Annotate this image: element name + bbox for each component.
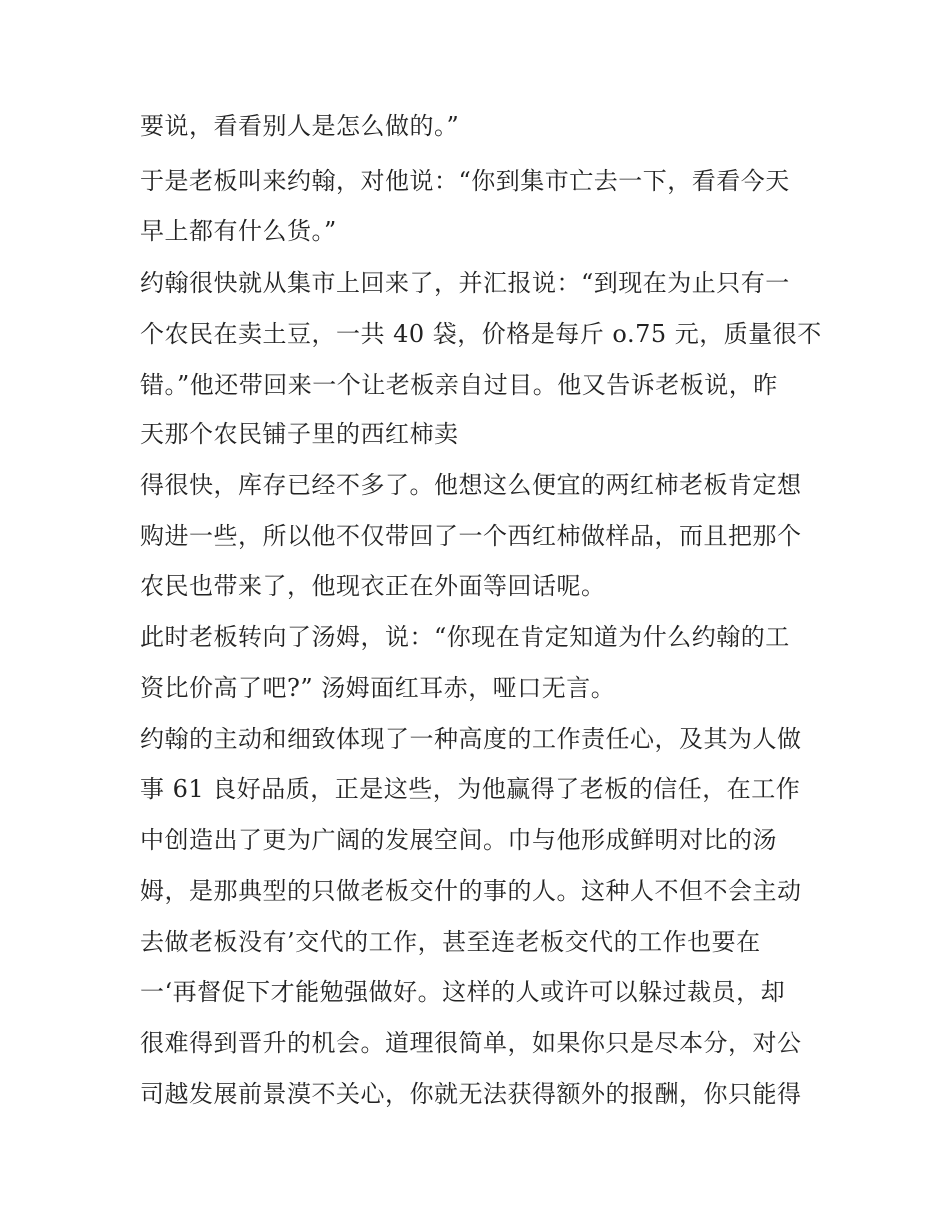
text-line-7: 天那个农民铺子里的西红柿卖 [140, 420, 459, 448]
text-line-15: 中创造出了更为广阔的发展空间。巾与他形成鲜明对比的汤 [140, 826, 777, 854]
text-line-12: 资比价高了吧?” 汤姆面红耳赤，哑口无言。 [140, 674, 616, 702]
text-line-13: 约翰的主动和细致体现了一种高度的工作责任心，及其为人做 [140, 725, 802, 753]
text-line-4: 约翰很快就从集市上回来了，并汇报说：“到现在为止只有一 [140, 269, 790, 297]
text-line-17: 去做老板没有’交代的工作，甚至连老板交代的工作也要在 [140, 928, 761, 956]
text-line-10: 农民也带来了，他现衣正在外面等回话呢。 [140, 572, 606, 600]
text-line-9: 购进一些，所以他不仅带回了一个西红柿做样品，而且把那个 [140, 522, 802, 550]
text-line-20: 司越发展前景漠不关心，你就无法获得额外的报酬，你只能得 [140, 1080, 802, 1108]
text-line-19: 很难得到晋升的机会。道理很简单，如果你只是尽本分，对公 [140, 1029, 802, 1057]
text-line-11: 此时老板转向了汤姆，说：“你现在肯定知道为什么约翰的工 [140, 623, 790, 651]
text-line-14: 事 61 良好品质，正是这些，为他赢得了老板的信任，在工作 [140, 775, 801, 803]
text-line-8: 得很快，库存已经不多了。他想这么便宜的两红柿老板肯定想 [140, 471, 802, 499]
text-line-1: 要说，看看别人是怎么做的。” [140, 112, 460, 140]
text-line-5: 个农民在卖土豆，一共 40 袋，价格是每斤 o.75 元，质量很不 [140, 320, 822, 348]
text-line-6: 错。”他还带回来一个让老板亲自过目。他又告诉老板说，昨 [140, 371, 778, 399]
text-line-16: 姆，是那典型的只做老板交什的事的人。这种人不但不会主动 [140, 877, 802, 905]
text-line-18: 一‘再督促下才能勉强做好。这样的人或许可以躲过裁员，却 [140, 978, 786, 1006]
text-line-2: 于是老板叫来约翰，对他说：“你到集市亡去一下，看看今天 [140, 167, 790, 195]
text-line-3: 早上都有什么货。” [140, 217, 337, 245]
